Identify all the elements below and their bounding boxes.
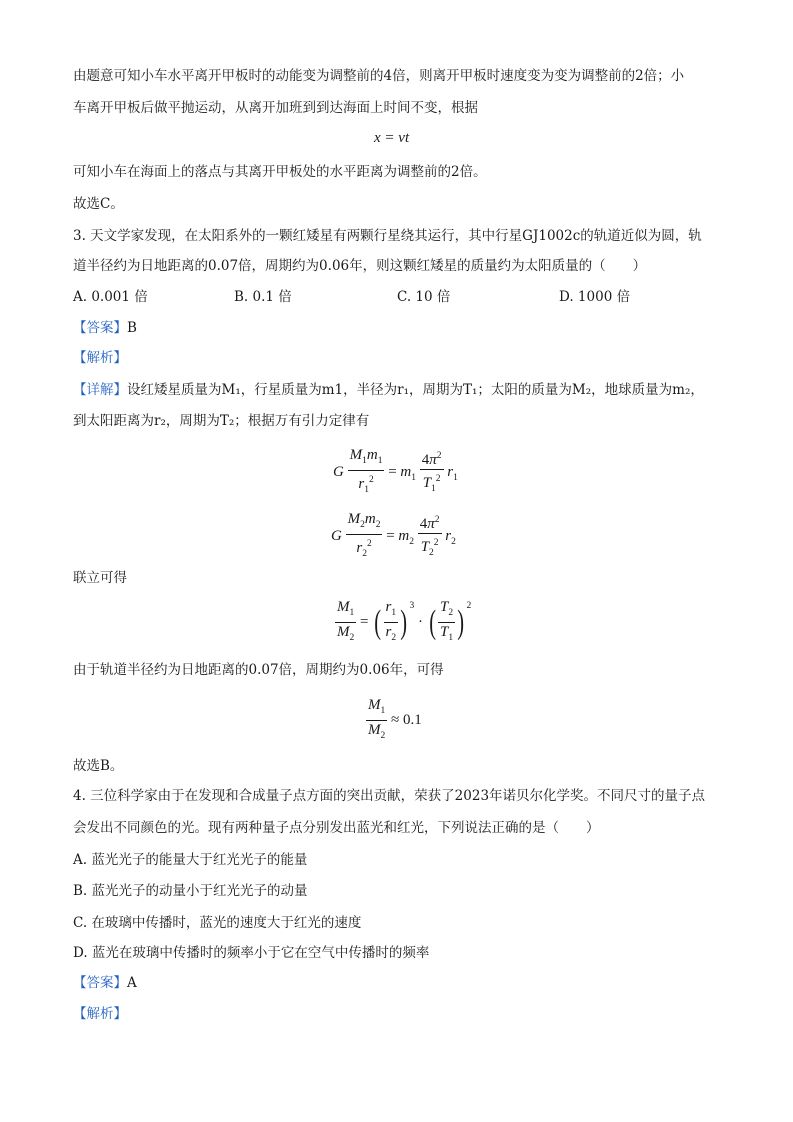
option-b: B. 0.1 倍 (234, 289, 292, 305)
detail-line: 到太阳距离为r₂，周期为T₂；根据万有引力定律有 (73, 413, 370, 429)
paragraph-line: 联立可得 (73, 570, 127, 586)
option-d: D. 蓝光在玻璃中传播时的频率小于它在空气中传播时的频率 (73, 945, 430, 961)
paragraph-line: 可知小车在海面上的落点与其离开甲板处的水平距离为调整前的2倍。 (73, 164, 487, 180)
analysis-label: 【解析】 (73, 350, 127, 366)
result-value: ≈ 0.1 (391, 711, 422, 728)
answer-value: B (127, 320, 137, 336)
question-3-options (73, 287, 713, 307)
option-b: B. 蓝光光子的动量小于红光光子的动量 (73, 883, 308, 899)
question-3-stem: 3. 天文学家发现，在太阳系外的一颗红矮星有两颗行星绕其运行，其中行星GJ1002c的轨道近似为圆，轨 (73, 228, 702, 244)
answer-line (73, 318, 137, 338)
equation-result: $\frac{M_1}{M_2}$ ≈ 0.1 (368, 697, 422, 741)
analysis-label: 【解析】 (73, 1006, 127, 1022)
option-a: A. 0.001 倍 (73, 289, 148, 305)
equation-mass-ratio: $\frac{M_1}{M_2}$ = ( $\frac{r_1}{r_2}$ ) $^3$ · ( $\frac{T_2}{T_1}$ ) $^2$ (337, 599, 472, 643)
answer-label: 【答案】 (73, 320, 127, 336)
paragraph-line: 故选B。 (73, 758, 124, 774)
paragraph-line: 车离开甲板后做平抛运动，从离开加班到到达海面上时间不变，根据 (73, 100, 478, 116)
option-a: A. 蓝光光子的能量大于红光光子的能量 (73, 852, 308, 868)
equation-gravity-1: G $\frac{M_1m_1}{r_1^2}$ = $m_1$ $\frac{4\pi^2}{T_1^2}$ $r_1$ (333, 447, 458, 495)
paragraph-line: 故选C。 (73, 196, 124, 212)
option-d: D. 1000 倍 (559, 289, 631, 305)
question-3-stem: 道半径约为日地距离的0.07倍，周期约为0.06年，则这颗红矮星的质量约为太阳质量的（ ） (73, 258, 647, 274)
question-4-stem: 会发出不同颜色的光。现有两种量子点分别发出蓝光和红光，下列说法正确的是（ ） (73, 820, 600, 836)
answer-label: 【答案】 (73, 975, 127, 991)
detail-text: 设红矮星质量为M₁，行星质量为m1，半径为r₁，周期为T₁；太阳的质量为M₂，地球质量为m₂， (127, 382, 704, 398)
paragraph-line: 由题意可知小车水平离开甲板时的动能变为调整前的4倍，则离开甲板时速度变为变为调整前的2倍；小 (73, 68, 685, 84)
detail-line (73, 380, 704, 400)
option-c: C. 在玻璃中传播时，蓝光的速度大于红光的速度 (73, 915, 362, 931)
detail-label: 【详解】 (73, 382, 127, 398)
option-c: C. 10 倍 (397, 289, 451, 305)
paragraph-line: 由于轨道半径约为日地距离的0.07倍，周期约为0.06年，可得 (73, 662, 444, 678)
question-4-stem: 4. 三位科学家由于在发现和合成量子点方面的突出贡献，荣获了2023年诺贝尔化学奖。不同尺寸的量子点 (73, 788, 706, 804)
equation-gravity-2: G $\frac{M_2m_2}{r_2^2}$ = $m_2$ $\frac{4\pi^2}{T_2^2}$ $r_2$ (331, 511, 456, 559)
answer-line (73, 973, 137, 993)
equation-x-vt: x = vt (374, 130, 410, 146)
answer-value: A (127, 975, 137, 991)
